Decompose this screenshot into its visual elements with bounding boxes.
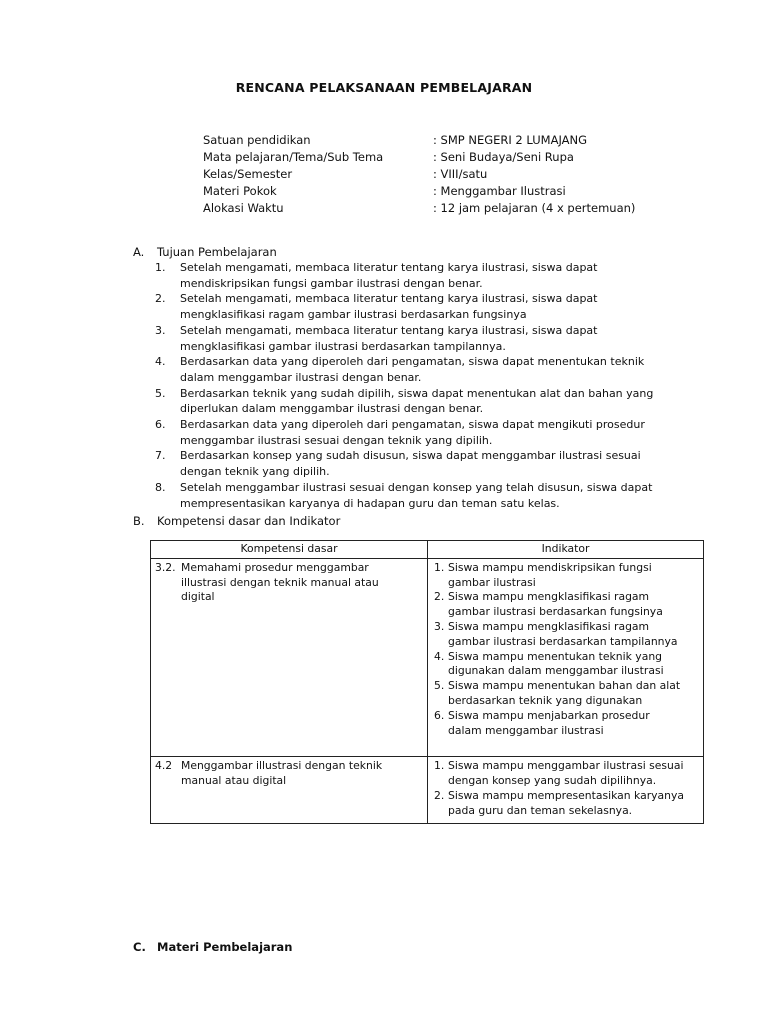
objective-number: 6. bbox=[155, 418, 166, 432]
objective-text-line: Berdasarkan data yang diperoleh dari pengamatan, siswa dapat menentukan teknik bbox=[180, 355, 645, 369]
competency-number: 4.2 bbox=[155, 759, 173, 773]
indicator-text-line: Siswa mampu menentukan teknik yang bbox=[448, 649, 663, 663]
indicator-number: 2. bbox=[434, 788, 445, 802]
objective-text-line: Setelah menggambar ilustrasi sesuai dengan konsep yang telah disusun, siswa dapat bbox=[180, 480, 653, 494]
indicator-text-line: gambar ilustrasi berdasarkan tampilannya bbox=[448, 634, 678, 648]
indicator-item bbox=[432, 709, 699, 739]
section-title: Kompetensi dasar dan Indikator bbox=[157, 514, 341, 528]
identity-label: Satuan pendidikan bbox=[203, 133, 311, 147]
objective-text-line: mempresentasikan karyanya di hadapan guru dan teman satu kelas. bbox=[180, 496, 560, 510]
identity-value: : 12 jam pelajaran (4 x pertemuan) bbox=[433, 201, 636, 215]
indicator-text-line: gambar ilustrasi bbox=[448, 575, 536, 589]
table-header-row bbox=[151, 541, 704, 559]
objective-text-line: diperlukan dalam menggambar ilustrasi dengan benar. bbox=[180, 402, 484, 416]
indicator-text-line: gambar ilustrasi berdasarkan fungsinya bbox=[448, 605, 663, 619]
indicator-text-line: Siswa mampu mempresentasikan karyanya bbox=[448, 788, 685, 802]
competency-text-line: illustrasi dengan teknik manual atau bbox=[181, 575, 379, 589]
page-title: RENCANA PELAKSANAAN PEMBELAJARAN bbox=[235, 80, 533, 95]
objective-number: 5. bbox=[155, 386, 166, 400]
competency-cell bbox=[151, 558, 428, 757]
indicator-item bbox=[432, 759, 699, 789]
indicator-text-line: Siswa mampu menjabarkan prosedur bbox=[448, 708, 650, 722]
objective-number: 7. bbox=[155, 449, 166, 463]
indicator-text-line: digunakan dalam menggambar ilustrasi bbox=[448, 664, 664, 678]
identity-value: : SMP NEGERI 2 LUMAJANG bbox=[433, 133, 588, 147]
identity-label: Kelas/Semester bbox=[203, 167, 293, 181]
table-row bbox=[151, 558, 704, 757]
indicator-number: 1. bbox=[434, 560, 445, 574]
objective-number: 4. bbox=[155, 355, 166, 369]
objective-text-line: Setelah mengamati, membaca literatur tentang karya ilustrasi, siswa dapat bbox=[180, 323, 598, 337]
competency-item bbox=[155, 759, 423, 789]
competency-number: 3.2. bbox=[155, 560, 176, 574]
objective-text-line: menggambar ilustrasi sesuai dengan teknik yang dipilih. bbox=[180, 433, 493, 447]
indicator-item bbox=[432, 789, 699, 819]
identity-value: : Seni Budaya/Seni Rupa bbox=[433, 150, 574, 164]
objectives-list bbox=[155, 260, 685, 511]
objective-item bbox=[155, 323, 685, 354]
objective-text-line: Berdasarkan data yang diperoleh dari pengamatan, siswa dapat mengikuti prosedur bbox=[180, 418, 645, 432]
indicator-text-line: Siswa mampu mendiskripsikan fungsi bbox=[448, 560, 652, 574]
objective-text-line: Berdasarkan teknik yang sudah dipilih, siswa dapat menentukan alat dan bahan yang bbox=[180, 386, 654, 400]
identity-label: Mata pelajaran/Tema/Sub Tema bbox=[203, 150, 384, 164]
objective-text-line: dalam menggambar ilustrasi dengan benar. bbox=[180, 370, 422, 384]
objective-text-line: mengklasifikasi ragam gambar ilustrasi berdasarkan fungsinya bbox=[180, 308, 527, 322]
objective-text-line: mendiskripsikan fungsi gambar ilustrasi dengan benar. bbox=[180, 276, 483, 290]
indicator-number: 1. bbox=[434, 759, 445, 773]
objective-number: 8. bbox=[155, 480, 166, 494]
indicator-text-line: Siswa mampu menggambar ilustrasi sesuai bbox=[448, 759, 684, 773]
table-row bbox=[151, 757, 704, 823]
column-header-indicator: Indikator bbox=[428, 541, 704, 559]
identity-value: : Menggambar Ilustrasi bbox=[433, 184, 566, 198]
indicator-item bbox=[432, 561, 699, 591]
competency-text-line: digital bbox=[181, 590, 215, 604]
objective-item bbox=[155, 417, 685, 448]
objective-item bbox=[155, 480, 685, 511]
column-header-competency: Kompetensi dasar bbox=[151, 541, 428, 559]
competency-text-line: manual atau digital bbox=[181, 774, 287, 788]
indicator-text-line: Siswa mampu mengklasifikasi ragam bbox=[448, 619, 650, 633]
section-letter: C. bbox=[133, 940, 146, 954]
objective-item bbox=[155, 448, 685, 479]
section-title: Tujuan Pembelajaran bbox=[157, 245, 277, 259]
section-title: Materi Pembelajaran bbox=[157, 940, 293, 954]
indicator-cell bbox=[428, 757, 704, 823]
indicator-text-line: dengan konsep yang sudah dipilihnya. bbox=[448, 774, 657, 788]
objective-item bbox=[155, 386, 685, 417]
objective-text-line: mengklasifikasi gambar ilustrasi berdasarkan tampilannya. bbox=[180, 339, 506, 353]
indicator-text-line: dalam menggambar ilustrasi bbox=[448, 723, 604, 737]
indicator-number: 3. bbox=[434, 619, 445, 633]
competency-cell bbox=[151, 757, 428, 823]
objective-text-line: Berdasarkan konsep yang sudah disusun, siswa dapat menggambar ilustrasi sesuai bbox=[180, 449, 641, 463]
indicator-text-line: Siswa mampu menentukan bahan dan alat bbox=[448, 679, 681, 693]
objective-text-line: dengan teknik yang dipilih. bbox=[180, 465, 330, 479]
indicator-item bbox=[432, 620, 699, 650]
indicator-number: 4. bbox=[434, 649, 445, 663]
indicator-text-line: berdasarkan teknik yang digunakan bbox=[448, 693, 643, 707]
indicator-item bbox=[432, 679, 699, 709]
objective-text-line: Setelah mengamati, membaca literatur tentang karya ilustrasi, siswa dapat bbox=[180, 292, 598, 306]
objective-number: 1. bbox=[155, 261, 166, 274]
identity-label: Alokasi Waktu bbox=[203, 201, 284, 215]
section-letter: B. bbox=[133, 514, 145, 528]
objective-item bbox=[155, 291, 685, 322]
objective-number: 3. bbox=[155, 323, 166, 337]
objective-item bbox=[155, 354, 685, 385]
indicator-text-line: pada guru dan teman sekelasnya. bbox=[448, 803, 633, 817]
competency-table bbox=[150, 540, 704, 824]
competency-text-line: Memahami prosedur menggambar bbox=[181, 560, 369, 574]
indicator-number: 2. bbox=[434, 590, 445, 604]
identity-label: Materi Pokok bbox=[203, 184, 277, 198]
indicator-item bbox=[432, 590, 699, 620]
indicator-cell bbox=[428, 558, 704, 757]
objective-number: 2. bbox=[155, 292, 166, 306]
competency-text-line: Menggambar illustrasi dengan teknik bbox=[181, 759, 383, 773]
identity-value: : VIII/satu bbox=[433, 167, 488, 181]
indicator-item bbox=[432, 650, 699, 680]
indicator-number: 6. bbox=[434, 708, 445, 722]
indicator-number: 5. bbox=[434, 679, 445, 693]
indicator-text-line: Siswa mampu mengklasifikasi ragam bbox=[448, 590, 650, 604]
objective-item bbox=[155, 260, 685, 291]
section-letter: A. bbox=[133, 245, 145, 259]
competency-item bbox=[155, 561, 423, 605]
objective-text-line: Setelah mengamati, membaca literatur tentang karya ilustrasi, siswa dapat bbox=[180, 261, 598, 274]
